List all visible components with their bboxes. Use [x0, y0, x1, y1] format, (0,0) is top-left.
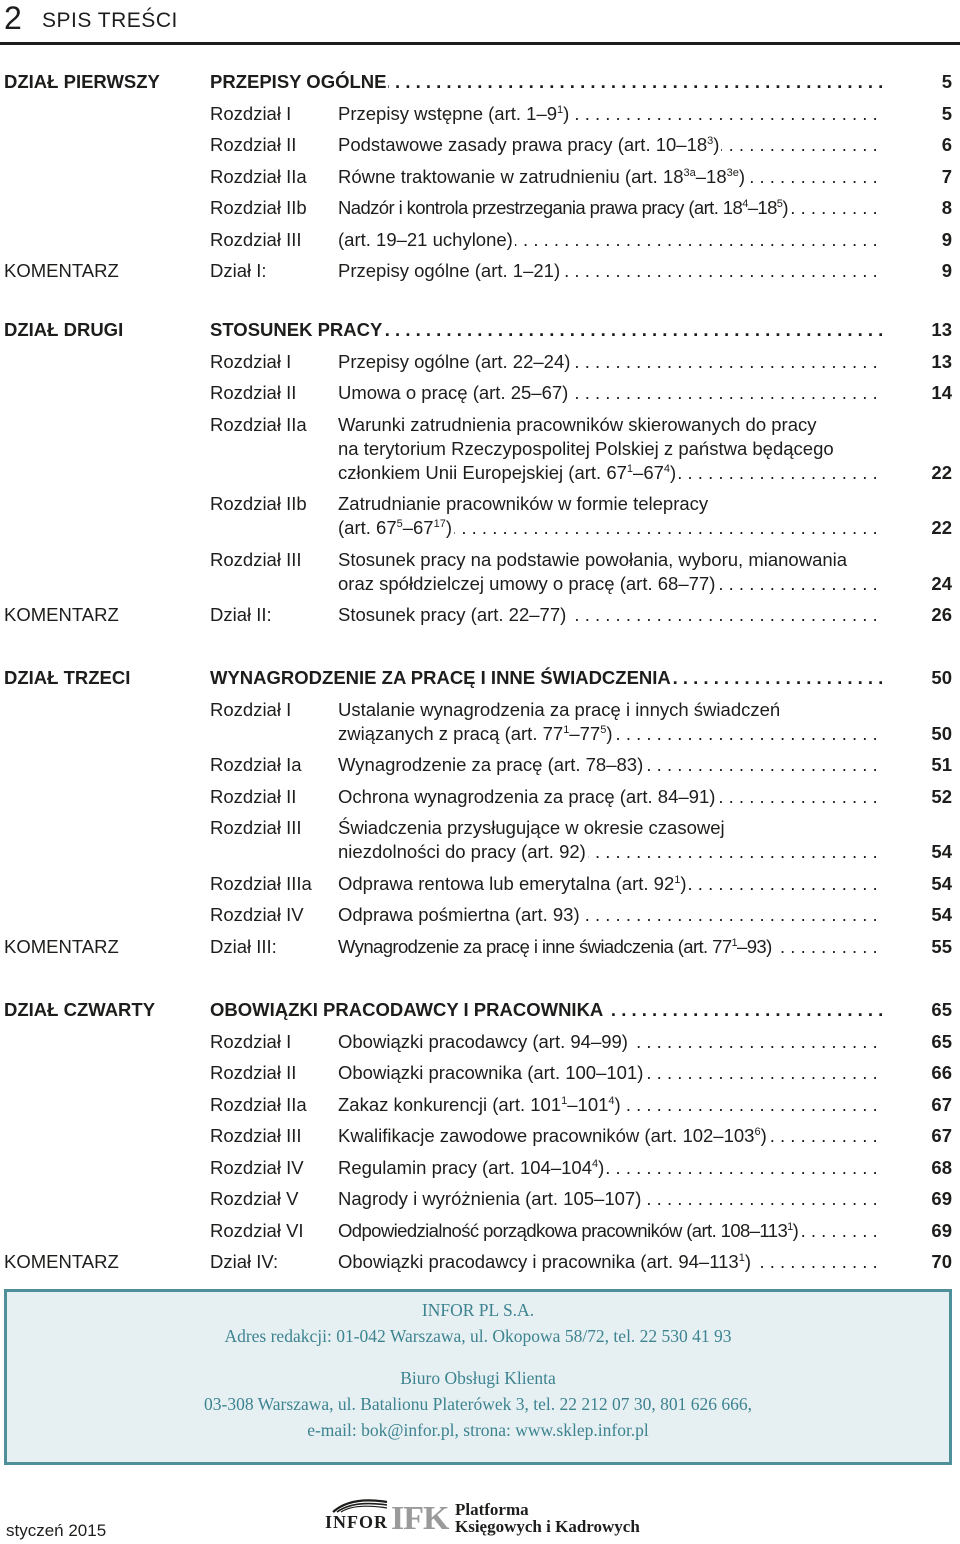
chapter-title	[338, 102, 883, 126]
publisher-info-box	[4, 1289, 952, 1465]
page-ref: 54	[931, 872, 952, 894]
chapter-title	[338, 461, 883, 485]
chapter-title	[338, 437, 883, 461]
chapter-label: Rozdział IIa	[210, 165, 307, 187]
komentarz-title	[338, 259, 883, 283]
chapter-title-text: Umowa o pracę (art. 25–67)	[338, 382, 569, 403]
page-ref: 67	[931, 1125, 952, 1146]
section-title: PRZEPISY OGÓLNE	[210, 71, 387, 92]
toc-entry	[0, 1187, 960, 1211]
toc-entry	[0, 492, 960, 516]
page-ref: 13	[931, 319, 952, 340]
chapter-title-text: Stosunek pracy na podstawie powołania, wyboru, mianowania	[338, 548, 848, 570]
toc-entry	[0, 816, 960, 840]
section-heading	[0, 666, 960, 690]
komentarz-title	[338, 1250, 883, 1274]
chapter-title	[338, 1219, 883, 1243]
page-ref: 69	[931, 1188, 952, 1209]
page-ref: 54	[931, 904, 952, 925]
chapter-title-text: oraz spółdzielczej umowy o pracę (art. 68–77)	[338, 572, 716, 594]
section-title: OBOWIĄZKI PRACODAWCY I PRACOWNIKA	[210, 999, 604, 1020]
page-ref: 13	[931, 350, 952, 372]
publisher-name: INFOR PL S.A.	[421, 1300, 535, 1320]
chapter-title-text: Odprawa pośmiertna (art. 93)	[338, 904, 580, 925]
komentarz-title-text: Wynagrodzenie za pracę i inne świadczenia (art. $77^1-93$)	[338, 935, 772, 957]
komentarz-dzial: Dział IV:	[210, 1251, 279, 1272]
toc-entry	[0, 1250, 960, 1274]
chapter-title-text: Nadzór i kontrola przestrzegania prawa pracy (art. $18^4-18^5$)	[338, 197, 788, 218]
page-ref: 7	[941, 165, 952, 187]
chapter-title-text: (art. 19–21 uchylone)	[338, 228, 513, 250]
chapter-label: Rozdział IV	[210, 1156, 304, 1178]
toc-entry	[0, 785, 960, 809]
chapter-label: Rozdział III	[210, 1125, 302, 1146]
komentarz-dzial: Dział I:	[210, 260, 267, 281]
komentarz-dzial: Dział III:	[210, 935, 277, 957]
toc-entry	[0, 1124, 960, 1148]
chapter-title	[338, 903, 883, 927]
chapter-title-text: Przepisy ogólne (art. 22–24)	[338, 350, 571, 372]
logo-ifk-text: IFK	[391, 1500, 449, 1537]
komentarz-label: KOMENTARZ	[4, 604, 119, 625]
page-ref: 14	[931, 382, 952, 403]
toc-entry	[0, 165, 960, 189]
komentarz-label: KOMENTARZ	[4, 1251, 119, 1272]
toc-entry	[0, 1219, 960, 1243]
infor-arc-icon	[331, 1494, 389, 1514]
chapter-label: Rozdział IIa	[210, 1093, 307, 1115]
chapter-title	[338, 1030, 883, 1054]
section-heading	[0, 318, 960, 342]
chapter-title	[338, 1187, 883, 1211]
toc-entry	[0, 1156, 960, 1180]
toc-entry	[0, 259, 960, 283]
chapter-title-text: Warunki zatrudnienia pracowników skierowanych do pracy	[338, 413, 817, 435]
page-ref: 8	[941, 197, 952, 218]
chapter-label: Rozdział IV	[210, 904, 304, 925]
komentarz-title	[338, 603, 883, 627]
chapter-title-text: Zakaz konkurencji (art. $101^1-101^4$)	[338, 1093, 621, 1115]
chapter-title-text: członkiem Unii Europejskiej (art. $67^1-67^4$)	[338, 461, 677, 483]
chapter-title-text: Odprawa rentowa lub emerytalna (art. $92^1$)	[338, 872, 687, 894]
chapter-title-text: Obowiązki pracownika (art. 100–101)	[338, 1062, 644, 1083]
chapter-title-text: Podstawowe zasady prawa pracy (art. $10-18^3$)	[338, 134, 720, 155]
page-ref: 9	[941, 260, 952, 281]
chapter-title	[338, 196, 883, 220]
komentarz-label: KOMENTARZ	[4, 260, 119, 281]
chapter-title	[338, 785, 883, 809]
toc-entry	[0, 102, 960, 126]
section-label: DZIAŁ CZWARTY	[4, 999, 156, 1020]
page-ref: 5	[941, 102, 952, 124]
page-ref: 50	[931, 722, 952, 744]
section-heading	[0, 998, 960, 1022]
chapter-label: Rozdział V	[210, 1188, 299, 1209]
page-ref: 6	[941, 134, 952, 155]
chapter-title	[338, 165, 883, 189]
toc-entry	[0, 903, 960, 927]
chapter-title	[338, 228, 883, 252]
chapter-label: Rozdział IIb	[210, 197, 307, 218]
toc-entry	[0, 196, 960, 220]
chapter-title	[338, 753, 883, 777]
logo-line1: Platforma	[455, 1500, 529, 1519]
section-label: DZIAŁ PIERWSZY	[4, 71, 160, 92]
chapter-title-text: Świadczenia przysługujące w okresie czasowej	[338, 817, 725, 838]
section-label: DZIAŁ TRZECI	[4, 667, 131, 688]
chapter-title	[338, 413, 883, 437]
toc-entry	[0, 1061, 960, 1085]
chapter-label: Rozdział II	[210, 382, 297, 403]
chapter-label: Rozdział III	[210, 548, 302, 570]
toc-entry	[0, 603, 960, 627]
section-heading	[0, 70, 960, 94]
toc-entry	[0, 133, 960, 157]
page-ref: 22	[931, 461, 952, 483]
customer-office-title: Biuro Obsługi Klienta	[400, 1368, 556, 1388]
contact-info: e-mail: bok@infor.pl, strona: www.sklep.infor.pl	[307, 1420, 649, 1440]
chapter-label: Rozdział I	[210, 102, 292, 124]
page-ref: 70	[931, 1251, 952, 1272]
chapter-label: Rozdział Ia	[210, 754, 302, 775]
chapter-title-text: Wynagrodzenie za pracę (art. 78–83)	[338, 754, 644, 775]
section-title-wrap	[210, 318, 883, 342]
toc-entry	[0, 935, 960, 959]
chapter-title-text: Ustalanie wynagrodzenia za pracę i innych świadczeń	[338, 698, 781, 720]
chapter-label: Rozdział VI	[210, 1219, 304, 1241]
page-ref: 67	[931, 1093, 952, 1115]
section-label: DZIAŁ DRUGI	[4, 319, 124, 340]
section-title: STOSUNEK PRACY	[210, 319, 383, 340]
chapter-label: Rozdział I	[210, 698, 292, 720]
komentarz-title-text: Obowiązki pracodawcy i pracownika (art. $94-113^1$)	[338, 1251, 751, 1272]
page-ref: 26	[931, 604, 952, 625]
editorial-address: Adres redakcji: 01-042 Warszawa, ul. Okopowa 58/72, tel. 22 530 41 93	[224, 1326, 732, 1346]
page-ref: 66	[931, 1062, 952, 1083]
toc-entry	[0, 698, 960, 722]
chapter-label: Rozdział IIa	[210, 413, 307, 435]
chapter-title-text: Nagrody i wyróżnienia (art. 105–107)	[338, 1188, 642, 1209]
chapter-title	[338, 133, 883, 157]
chapter-title-text: Odpowiedzialność porządkowa pracowników (art. $108-113^1$)	[338, 1219, 799, 1241]
header-rule	[0, 42, 960, 45]
chapter-title	[338, 698, 883, 722]
page-ref: 68	[931, 1156, 952, 1178]
chapter-title-text: (art. $67^5-67^{17}$)	[338, 517, 453, 538]
chapter-title	[338, 516, 883, 540]
chapter-title-text: Regulamin pracy (art. $104-104^4$)	[338, 1156, 605, 1178]
page-title: SPIS TREŚCI	[42, 9, 178, 32]
toc-entry	[0, 381, 960, 405]
page-header	[0, 0, 960, 40]
chapter-title	[338, 722, 883, 746]
chapter-title	[338, 1061, 883, 1085]
section-title: WYNAGRODZENIE ZA PRACĘ I INNE ŚWIADCZENIA	[210, 667, 671, 688]
komentarz-title-text: Stosunek pracy (art. 22–77)	[338, 604, 567, 625]
toc-entry	[0, 572, 960, 596]
toc-entry	[0, 548, 960, 572]
toc-entry	[0, 350, 960, 374]
chapter-label: Rozdział I	[210, 1030, 292, 1052]
chapter-title	[338, 492, 883, 516]
chapter-title-text: niezdolności do pracy (art. 92)	[338, 841, 586, 862]
toc-entry	[0, 872, 960, 896]
ifk-logo	[325, 1494, 655, 1537]
page-ref: 22	[931, 517, 952, 538]
chapter-label: Rozdział III	[210, 817, 302, 838]
komentarz-title-text: Przepisy ogólne (art. 1–21)	[338, 260, 561, 281]
toc-entry	[0, 840, 960, 864]
chapter-title	[338, 1093, 883, 1117]
section-title-wrap	[210, 998, 883, 1022]
toc-entry	[0, 1030, 960, 1054]
chapter-title-text: Przepisy wstępne (art. $1-9^1$)	[338, 102, 570, 124]
publication-date: styczeń 2015	[6, 1521, 107, 1540]
page-ref: 65	[931, 999, 952, 1020]
page-ref: 51	[931, 754, 952, 775]
chapter-title	[338, 1124, 883, 1148]
page-ref: 54	[931, 841, 952, 862]
toc-entry	[0, 1093, 960, 1117]
chapter-title	[338, 350, 883, 374]
toc-entry	[0, 228, 960, 252]
page-ref: 65	[931, 1030, 952, 1052]
chapter-title	[338, 840, 883, 864]
toc-entry	[0, 461, 960, 485]
chapter-title	[338, 1156, 883, 1180]
section-title-wrap	[210, 666, 883, 690]
chapter-title-text: Równe traktowanie w zatrudnieniu (art. $18^{3a}-18^{3e}$)	[338, 165, 746, 187]
chapter-label: Rozdział IIIa	[210, 872, 312, 894]
chapter-label: Rozdział II	[210, 785, 297, 807]
page-ref: 52	[931, 785, 952, 807]
chapter-title	[338, 816, 883, 840]
chapter-label: Rozdział I	[210, 350, 292, 372]
page-ref: 24	[931, 572, 952, 594]
komentarz-title	[338, 935, 883, 959]
toc-entry	[0, 516, 960, 540]
page-ref: 5	[941, 71, 952, 92]
komentarz-dzial: Dział II:	[210, 604, 272, 625]
chapter-label: Rozdział III	[210, 228, 302, 250]
page-ref: 50	[931, 667, 952, 688]
page-ref: 9	[941, 228, 952, 250]
logo-line2: Księgowych i Kadrowych	[455, 1517, 640, 1536]
komentarz-label: KOMENTARZ	[4, 935, 119, 957]
chapter-label: Rozdział II	[210, 1062, 297, 1083]
toc-entry	[0, 722, 960, 746]
toc-entry	[0, 753, 960, 777]
page-ref: 55	[931, 935, 952, 957]
chapter-title-text: Obowiązki pracodawcy (art. 94–99)	[338, 1030, 628, 1052]
chapter-title	[338, 572, 883, 596]
customer-office-address: 03-308 Warszawa, ul. Batalionu Platerówek 3, tel. 22 212 07 30, 801 626 666,	[204, 1394, 752, 1414]
chapter-label: Rozdział II	[210, 134, 297, 155]
page-number: 2	[4, 0, 22, 36]
chapter-title-text: na terytorium Rzeczypospolitej Polskiej z państwa będącego	[338, 437, 834, 459]
chapter-label: Rozdział IIb	[210, 493, 307, 514]
section-title-wrap	[210, 70, 883, 94]
logo-infor-text: INFOR	[325, 1512, 388, 1532]
toc-entry	[0, 437, 960, 461]
chapter-title-text: Kwalifikacje zawodowe pracowników (art. $102-103^6$)	[338, 1125, 767, 1146]
chapter-title-text: Ochrona wynagrodzenia za pracę (art. 84–91)	[338, 785, 716, 807]
toc-entry	[0, 413, 960, 437]
chapter-title-text: Zatrudnianie pracowników w formie telepracy	[338, 493, 709, 514]
chapter-title-text: związanych z pracą (art. $77^1-77^5$)	[338, 722, 613, 744]
page-ref: 69	[931, 1219, 952, 1241]
chapter-title	[338, 872, 883, 896]
chapter-title	[338, 548, 883, 572]
chapter-title	[338, 381, 883, 405]
